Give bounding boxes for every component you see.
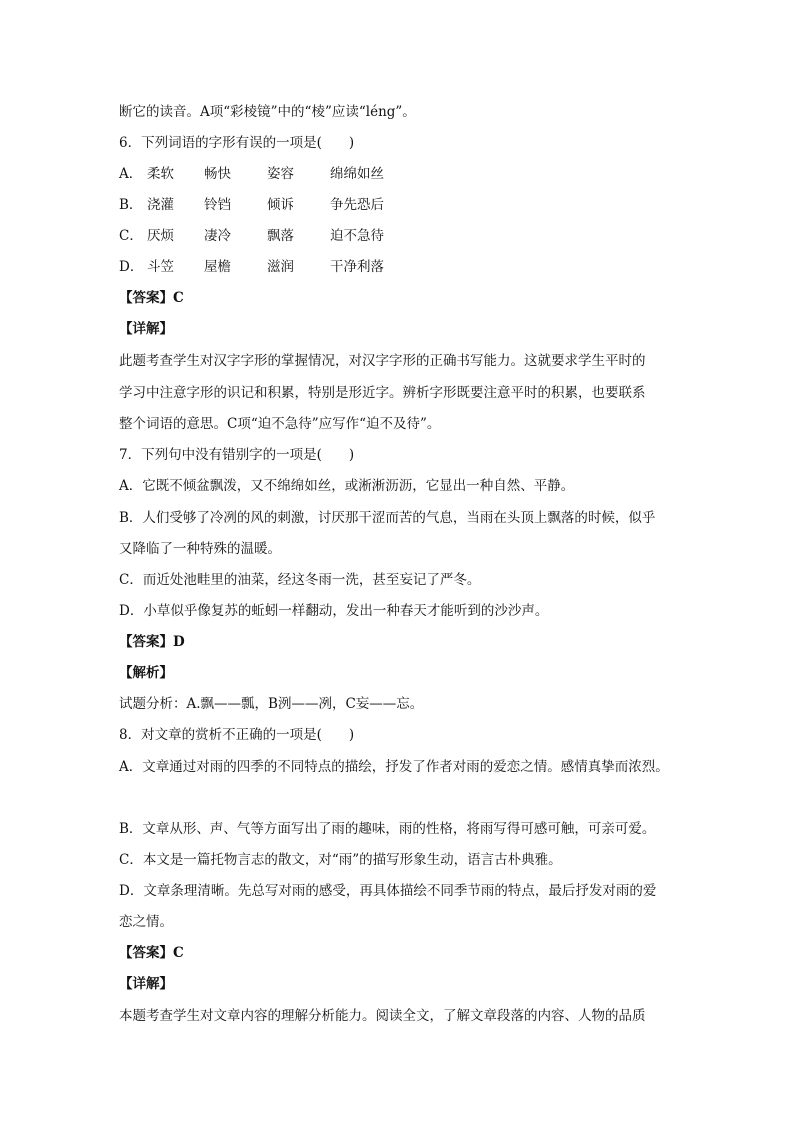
q8-option-d-continuation: 恋之情。 [119,914,173,930]
q6-answer: 【答案】C [119,290,184,306]
option-label: B． [119,197,143,213]
option-label: A． [119,166,143,182]
q7-option-b-continuation: 又降临了一种特殊的温暖。 [119,541,281,557]
q6-explanation-line: 学习中注意字形的识记和积累，特别是形近字。辨析字形既要注意平时的积累，也要联系 [119,385,646,401]
option-word: 滋润 [267,259,294,275]
q7-option-b: B．人们受够了冷冽的风的刺激，讨厌那干涩而苦的气息，当雨在头顶上飘落的时候，似乎 [119,510,656,526]
option-word: 厌烦 [147,228,174,244]
option-word: 飘落 [267,228,294,244]
option-word: 干净利落 [330,259,384,275]
q7-analysis-text: 试题分析：A.飘——瓢，B洌——冽，C妄——忘。 [119,696,424,712]
prev-answer-continuation: 断它的读音。A项“彩棱镜”中的“棱”应读“léng”。 [119,104,416,120]
option-word: 姿容 [267,166,294,182]
q8-option-b: B．文章从形、声、气等方面写出了雨的趣味，雨的性格，将雨写得可感可触，可亲可爱。 [119,821,656,837]
q7-analysis-heading: 【解析】 [119,665,173,681]
option-word: 迫不急待 [330,228,384,244]
option-label: C． [119,228,143,244]
option-word: 铃铛 [204,197,231,213]
question-6-stem: 6．下列词语的字形有误的一项是( ) [119,135,355,151]
q7-option-d: D．小草似乎像复苏的蚯蚓一样翻动，发出一种春天才能听到的沙沙声。 [119,603,549,619]
option-label: D． [119,259,144,275]
option-word: 斗笠 [147,259,174,275]
option-word: 屋檐 [204,259,231,275]
q8-explanation-heading: 【详解】 [119,976,173,992]
q7-answer: 【答案】D [119,634,185,650]
q7-option-a: A．它既不倾盆飘泼，又不绵绵如丝，或淅淅沥沥，它显出一种自然、平静。 [119,478,575,494]
q8-option-d: D．文章条理清晰。先总写对雨的感受，再具体描绘不同季节雨的特点，最后抒发对雨的爱 [119,883,657,899]
option-word: 柔软 [147,166,174,182]
q7-option-c: C．而近处池畦里的油菜，经这冬雨一洗，甚至妄记了严冬。 [119,572,481,588]
option-word: 争先恐后 [330,197,384,213]
q8-option-a: A．文章通过对雨的四季的不同特点的描绘，抒发了作者对雨的爱恋之情。感情真挚而浓烈。 [119,759,669,775]
question-7-stem: 7．下列句中没有错别字的一项是( ) [119,447,355,463]
option-word: 凄冷 [204,228,231,244]
question-8-stem: 8．对文章的赏析不正确的一项是( ) [119,727,355,743]
q6-explanation-line: 此题考查学生对汉字字形的掌握情况，对汉字字形的正确书写能力。这就要求学生平时的 [119,353,646,369]
q6-explanation-line: 整个词语的意思。C项“迫不急待”应写作“迫不及待”。 [119,416,441,432]
option-word: 倾诉 [267,197,294,213]
q6-explanation-heading: 【详解】 [119,321,173,337]
option-word: 畅快 [204,166,231,182]
q8-option-c: C．本文是一篇托物言志的散文，对“雨”的描写形象生动，语言古朴典雅。 [119,852,562,868]
option-word: 浇灌 [147,197,174,213]
q8-explanation-line: 本题考查学生对文章内容的理解分析能力。阅读全文，了解文章段落的内容、人物的品质 [119,1008,646,1024]
option-word: 绵绵如丝 [330,166,384,182]
q8-answer: 【答案】C [119,945,184,961]
